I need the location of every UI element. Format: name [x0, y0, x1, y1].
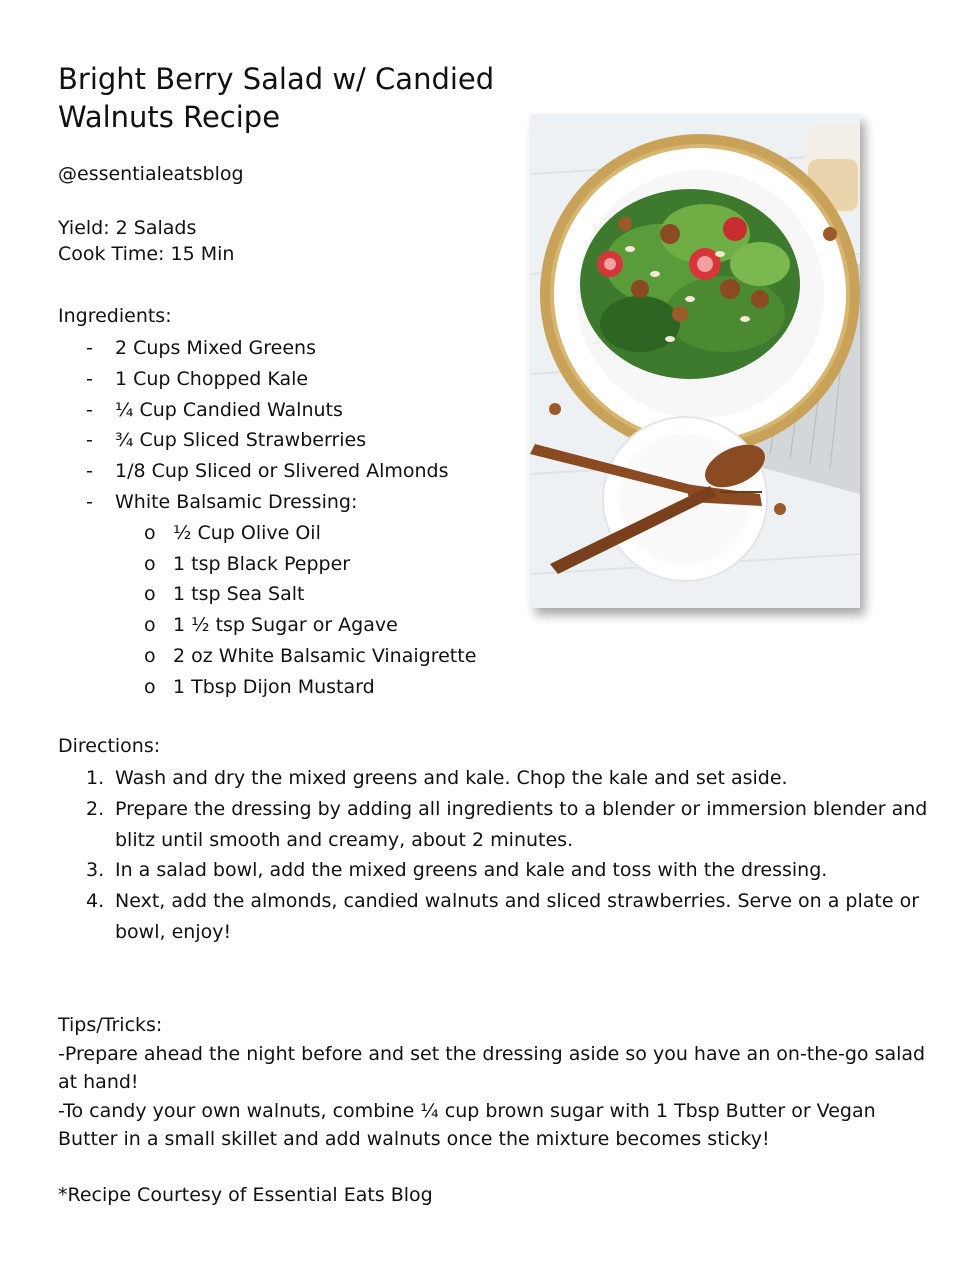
tips-section — [58, 1011, 938, 1154]
list-item: 1. Wash and dry the mixed greens and kale. Chop the kale and set aside. — [86, 767, 788, 789]
list-item: - ¾ Cup Sliced Strawberries — [86, 429, 367, 452]
dressing-sublist — [58, 518, 476, 703]
list-item: o 2 oz White Balsamic Vinaigrette — [144, 644, 477, 667]
list-item: 4. Next, add the almonds, candied walnuts and sliced strawberries. Serve on a plate or bowl, enjoy! — [86, 890, 920, 943]
recipe-credit: *Recipe Courtesy of Essential Eats Blog — [58, 1184, 433, 1206]
cook-time: Cook Time: 15 Min — [58, 243, 235, 265]
list-item: o 1 tsp Black Pepper — [144, 552, 351, 575]
salad — [580, 189, 800, 379]
tip-text: -To candy your own walnuts, combine ¼ cup brown sugar with 1 Tbsp Butter or Vegan Butter in a small skillet and add walnuts once the mixture becomes sticky! — [58, 1099, 876, 1150]
list-item: 3. In a salad bowl, add the mixed greens and kale and toss with the dressing. — [86, 859, 828, 882]
list-item: o 1 tsp Sea Salt — [144, 583, 305, 606]
ingredients-list — [58, 333, 476, 703]
yield: Yield: 2 Salads — [58, 217, 197, 239]
list-item: - White Balsamic Dressing: — [86, 490, 358, 513]
directions-list — [58, 763, 928, 948]
tip-text: -Prepare ahead the night before and set the dressing aside so you have an on-the-go salad at hand! — [58, 1042, 926, 1093]
list-item: o ½ Cup Olive Oil — [144, 521, 321, 544]
list-item: 2. Prepare the dressing by adding all ingredients to a blender or immersion blender and blitz until smooth and creamy, about 2 minutes. — [86, 797, 928, 851]
list-item: o 1 ½ tsp Sugar or Agave — [144, 614, 398, 637]
ingredients-heading: Ingredients: — [58, 305, 172, 327]
list-item: - ¼ Cup Candied Walnuts — [86, 398, 343, 421]
salad-photo — [530, 114, 860, 608]
list-item: - 2 Cups Mixed Greens — [86, 337, 316, 359]
dressing-sublist-container — [58, 518, 476, 703]
list-item: o 1 Tbsp Dijon Mustard — [144, 675, 375, 698]
list-item: - 1/8 Cup Sliced or Slivered Almonds — [86, 460, 449, 483]
tips-heading: Tips/Tricks: — [58, 1014, 163, 1036]
list-item: - 1 Cup Chopped Kale — [86, 367, 309, 390]
blog-handle: @essentialeatsblog — [58, 163, 244, 185]
recipe-title: Bright Berry Salad w/ Candied Walnuts Recipe — [58, 62, 495, 134]
directions-heading: Directions: — [58, 735, 161, 757]
